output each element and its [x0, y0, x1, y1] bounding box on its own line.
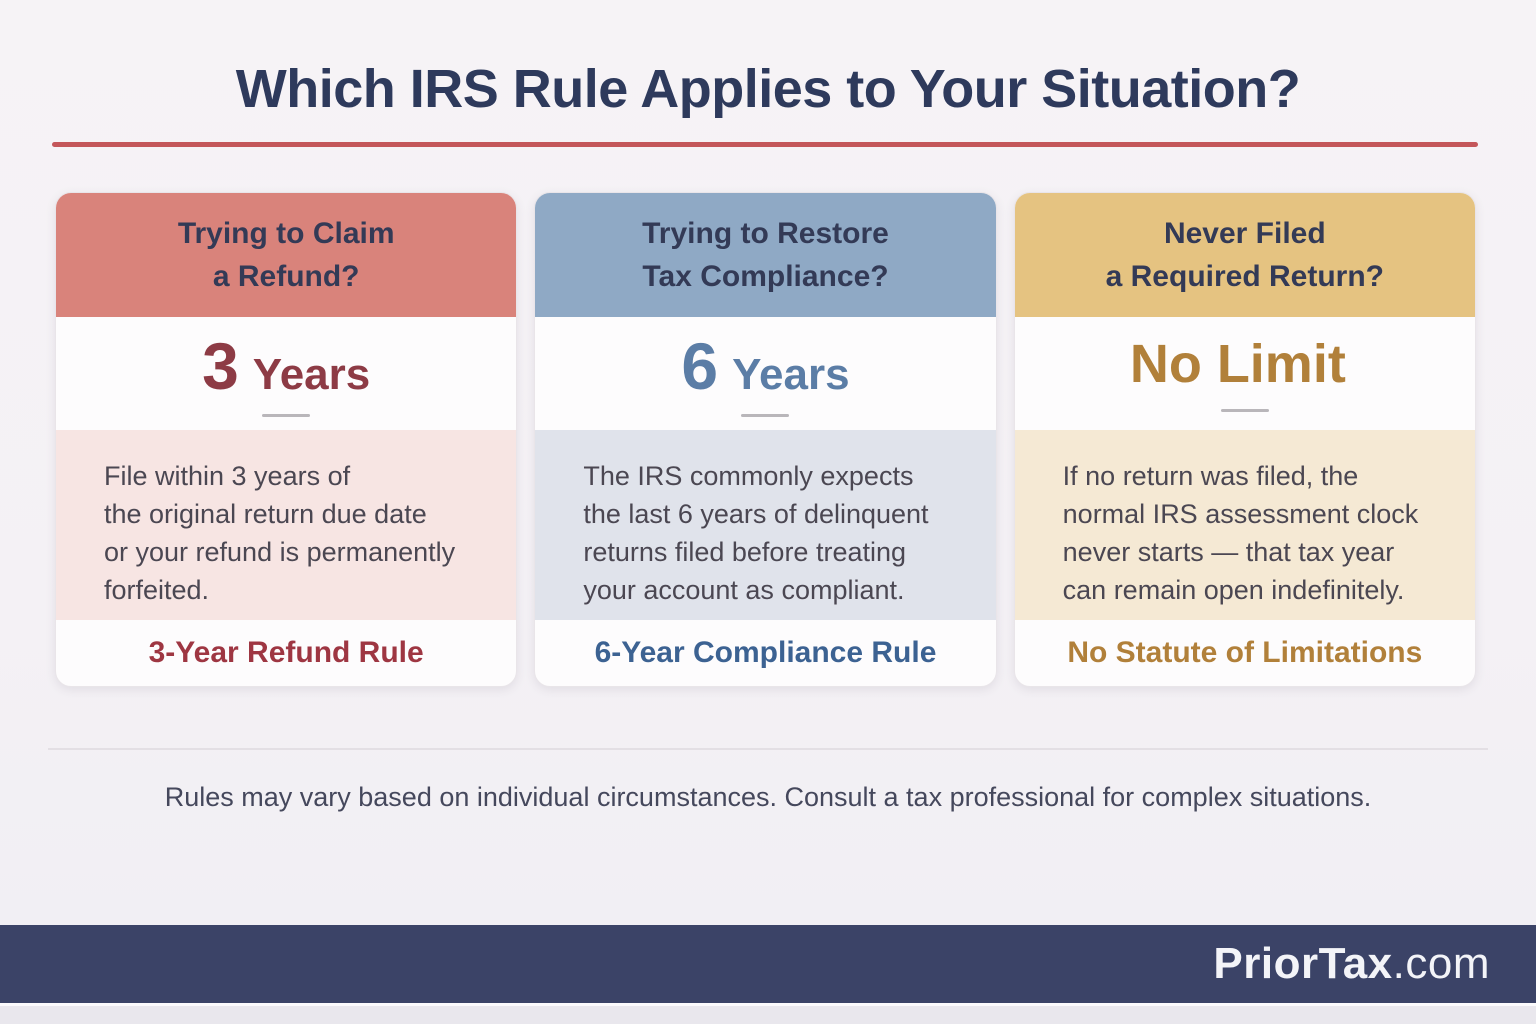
value-row	[681, 329, 850, 403]
card-value-refund	[56, 317, 516, 430]
card-question-line: a Required Return?	[1105, 260, 1384, 293]
card-description-refund	[56, 430, 516, 620]
value-divider	[1221, 409, 1269, 412]
value-number: No Limit	[1129, 334, 1346, 394]
page-title: Which IRS Rule Applies to Your Situation?	[235, 59, 1301, 119]
card-value-no-limit	[1015, 317, 1475, 430]
brand-name: PriorTax	[1213, 939, 1393, 988]
description-line: your account as compliant.	[583, 575, 905, 605]
card-compliance-rule	[534, 192, 996, 687]
disclaimer-text: Rules may vary based on individual circumstances. Consult a tax professional for complex situations.	[164, 782, 1372, 812]
value-unit: Years	[252, 350, 371, 399]
card-no-limit-rule	[1014, 192, 1476, 687]
card-question-line: Tax Compliance?	[642, 260, 889, 293]
card-question-line: Trying to Claim	[177, 217, 395, 250]
card-rule-label-compliance: 6-Year Compliance Rule	[594, 636, 937, 669]
card-rule-label-no-limit: No Statute of Limitations	[1067, 636, 1423, 669]
card-question-line: Trying to Restore	[642, 217, 889, 250]
cards-row	[55, 192, 1476, 687]
value-number: 6	[681, 329, 719, 403]
description-line: normal IRS assessment clock	[1062, 499, 1419, 529]
card-question-line: a Refund?	[212, 260, 360, 293]
description-line: can remain open indefinitely.	[1062, 575, 1405, 605]
description-line: never starts — that tax year	[1062, 537, 1395, 567]
description-line: If no return was filed, the	[1062, 461, 1359, 491]
value-divider	[262, 414, 310, 417]
description-line: forfeited.	[104, 575, 210, 605]
card-refund-rule	[55, 192, 517, 687]
card-question-line: Never Filed	[1163, 217, 1326, 250]
value-row	[1130, 333, 1360, 395]
footer-bar	[0, 925, 1536, 1003]
description-line: returns filed before treating	[583, 537, 907, 567]
description-line: or your refund is permanently	[104, 537, 456, 567]
card-description-no-limit	[1015, 430, 1475, 620]
title-underline	[52, 142, 1478, 147]
card-value-compliance	[535, 317, 995, 430]
brand-suffix: .com	[1392, 939, 1490, 988]
description-line: File within 3 years of	[104, 461, 351, 491]
footer-substrip	[0, 1006, 1536, 1024]
description-line: The IRS commonly expects	[583, 461, 914, 491]
card-header-no-limit	[1015, 193, 1475, 317]
card-description-compliance	[535, 430, 995, 620]
value-row	[202, 329, 371, 403]
footer-divider	[48, 748, 1488, 750]
description-line: the original return due date	[104, 499, 427, 529]
card-rule-label-refund: 3-Year Refund Rule	[148, 636, 424, 669]
description-line: the last 6 years of delinquent	[583, 499, 929, 529]
brand-logo	[1213, 939, 1490, 989]
card-header-refund	[56, 193, 516, 317]
card-header-compliance	[535, 193, 995, 317]
value-unit: Years	[732, 350, 850, 399]
value-divider	[741, 414, 789, 417]
value-number: 3	[202, 329, 239, 403]
